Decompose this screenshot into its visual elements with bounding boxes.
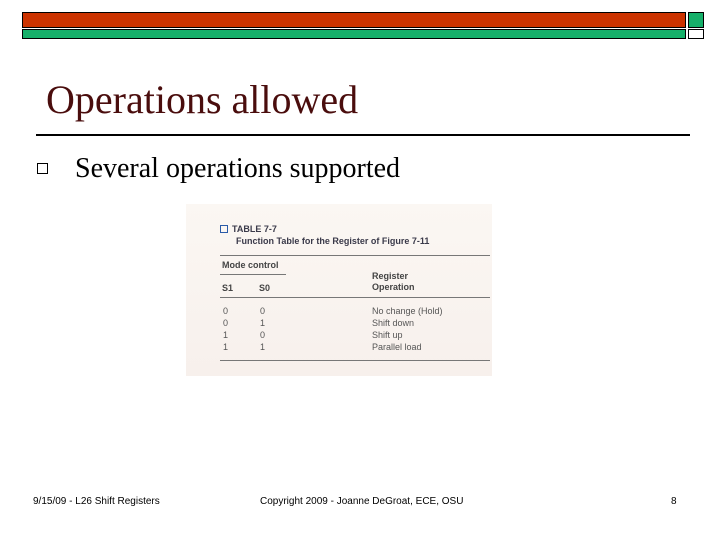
title-divider [36, 134, 690, 136]
table-rule-bottom [220, 360, 490, 361]
table-caption: Function Table for the Register of Figure 7-11 [236, 236, 430, 246]
s0-header: S0 [259, 283, 271, 293]
row-1-s1: 0 [223, 318, 229, 328]
table-rule-header [220, 297, 490, 298]
mode-control-header: Mode control [222, 260, 279, 270]
row-3-s1: 1 [223, 342, 229, 352]
table-square-icon [220, 225, 228, 233]
row-2-s0: 0 [260, 330, 266, 340]
table-rule-top [220, 255, 490, 256]
header-bar-red [22, 12, 686, 28]
header-bar-green [22, 29, 686, 39]
bullet-square-icon [37, 163, 48, 174]
row-3-op: Parallel load [372, 342, 422, 352]
footer-copyright: Copyright 2009 - Joanne DeGroat, ECE, OSU [260, 496, 464, 507]
table-rule-mode [220, 274, 286, 275]
function-table-image [186, 204, 492, 376]
row-0-s1: 0 [223, 306, 229, 316]
bullet-text: Several operations supported [75, 153, 401, 184]
s1-header: S1 [222, 283, 234, 293]
footer-date-title: 9/15/09 - L26 Shift Registers [33, 496, 160, 507]
row-0-s0: 0 [260, 306, 266, 316]
slide-title: Operations allowed [46, 77, 359, 122]
register-header-line2: Operation [372, 282, 415, 292]
row-2-s1: 1 [223, 330, 229, 340]
table-label-text: TABLE 7-7 [232, 224, 277, 234]
row-3-s0: 1 [260, 342, 266, 352]
row-0-op: No change (Hold) [372, 306, 443, 316]
footer-page-number: 8 [671, 496, 677, 507]
register-header-line1: Register [372, 271, 409, 281]
table-label [220, 224, 277, 234]
row-1-op: Shift down [372, 318, 415, 328]
header-square-green [688, 12, 704, 28]
row-1-s0: 1 [260, 318, 266, 328]
register-operation-header [372, 271, 415, 293]
row-2-op: Shift up [372, 330, 403, 340]
header-square-white [688, 29, 704, 39]
